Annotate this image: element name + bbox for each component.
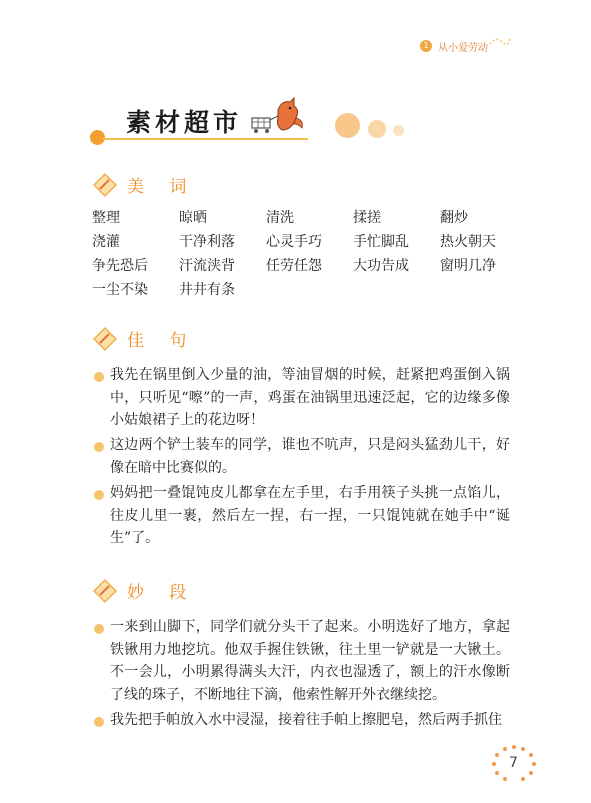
page-number: 7	[509, 755, 518, 771]
word-item: 浇灌	[92, 234, 120, 250]
section-title: 素材超市	[126, 108, 243, 137]
bullet-dot	[94, 372, 104, 382]
words-heading	[91, 171, 196, 197]
chapter-number-badge: 1	[420, 40, 432, 52]
word-item: 清洗	[266, 210, 294, 226]
bullet-dot	[94, 442, 104, 452]
word-item: 争先恐后	[92, 258, 148, 274]
passage-item: 一来到山脚下，同学们就分头干了起来。小明选好了地方，拿起铁锹用力地挖坑。他双手握住铁锹，往土里一铲就是一大锹土。不一会儿，小明累得满头大汗，内衣也湿透了，额上的汗水像断了线的珠子，不断地往下滴，他索性解开外衣继续挖。	[110, 619, 510, 703]
chapter-title: 从小爱劳动	[438, 42, 488, 54]
word-item: 汗流浃背	[179, 258, 235, 274]
word-item: 心灵手巧	[266, 234, 322, 250]
deco-circle-small	[393, 125, 404, 136]
word-item: 整理	[92, 210, 120, 226]
deco-circle-large	[335, 113, 360, 138]
pencil-note-icon	[91, 171, 119, 197]
word-item: 手忙脚乱	[353, 234, 409, 250]
deco-circle-medium	[368, 120, 386, 138]
word-item: 热火朝天	[440, 234, 496, 250]
pencil-note-icon	[91, 325, 119, 351]
pencil-note-icon	[91, 577, 119, 603]
word-item: 干净利落	[179, 234, 235, 250]
word-item: 翻炒	[440, 210, 468, 226]
word-item: 任劳任怨	[266, 258, 322, 274]
word-grid	[92, 208, 512, 301]
word-item: 窗明几净	[440, 258, 496, 274]
passages-heading	[91, 577, 196, 603]
sentence-item: 我先在锅里倒入少量的油，等油冒烟的时候，赶紧把鸡蛋倒入锅中，只听见“嚓”的一声，鸡蛋在油锅里迅速泛起，它的边缘多像小姑娘裙子上的花边呀！	[110, 367, 510, 428]
word-item: 揉搓	[353, 210, 381, 226]
fox-pushing-cart-icon	[248, 96, 306, 136]
running-header	[420, 36, 488, 56]
sentence-item: 妈妈把一叠馄饨皮儿都拿在左手里，右手用筷子头挑一点馅儿，往皮儿里一裹，然后左一捏，右一捏，一只馄饨就在她手中“诞生”了。	[110, 485, 510, 546]
bullet-dot	[94, 624, 104, 634]
header-decoration-icon	[488, 34, 512, 48]
sentences-heading-text: 佳 句	[127, 330, 197, 351]
word-item: 井井有条	[179, 282, 235, 298]
word-item: 大功告成	[353, 258, 409, 274]
words-heading-text: 美 词	[127, 176, 197, 197]
passage-item: 我先把手帕放入水中浸湿，接着往手帕上擦肥皂，然后两手抓住	[110, 712, 502, 728]
word-item: 一尘不染	[92, 282, 148, 298]
passages-heading-text: 妙 段	[127, 582, 197, 603]
sentences-heading	[91, 325, 196, 351]
sentence-item: 这边两个铲土装车的同学，谁也不吭声，只是闷头猛劲儿干，好像在暗中比赛似的。	[110, 437, 510, 476]
word-item: 晾晒	[179, 210, 207, 226]
bullet-dot	[94, 490, 104, 500]
bullet-dot	[94, 717, 104, 727]
